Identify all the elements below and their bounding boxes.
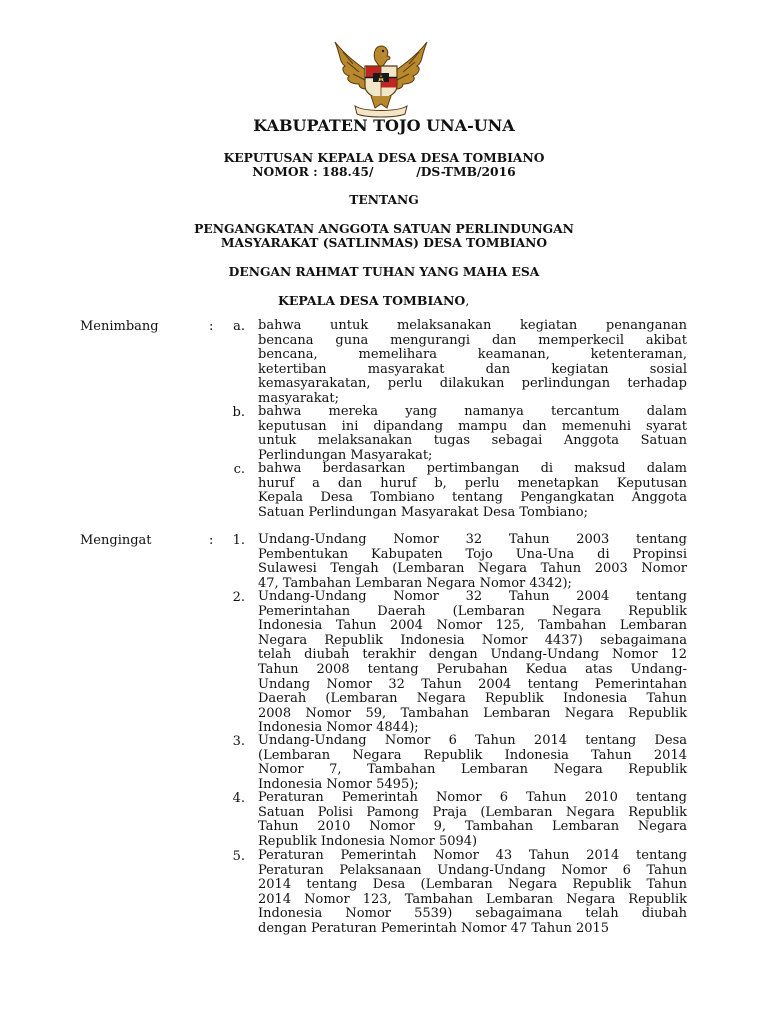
subject-line-2: MASYARAKAT (SATLINMAS) DESA TOMBIANO [220, 235, 548, 250]
mengingat-item-5 [258, 849, 687, 937]
text-line: bahwa mereka yang namanya tercantum dalam [258, 404, 687, 419]
text-line: Undang Nomor 32 Tahun 2004 tentang Pemerintahan [258, 676, 687, 692]
text-line: Undang-Undang Nomor 6 Tahun 2014 tentang Desa [258, 733, 687, 748]
text-line: Pemerintahan Daerah (Lembaran Negara Republik [258, 603, 687, 619]
text-line: ketertiban masyarakat dan kegiatan sosial [258, 361, 687, 377]
text-line: Peraturan Pemerintah Nomor 6 Tahun 2010 tentang [258, 790, 687, 805]
mengingat-item-2 [258, 590, 687, 736]
text-line: untuk melaksanakan tugas sebagai Anggota Satuan [258, 433, 687, 449]
mengingat-item-1 [258, 533, 687, 591]
text-line: Peraturan Pemerintah Nomor 43 Tahun 2014 tentang [258, 848, 687, 863]
text-line: Perlindungan Masyarakat; [258, 447, 433, 463]
text-line: Pembentukan Kabupaten Tojo Una-Una di Propinsi [258, 546, 687, 562]
decree-number: NOMOR : 188.45/ /DS-TMB/2016 [252, 164, 516, 179]
text-line: (Lembaran Negara Republik Indonesia Tahun 2014 [258, 747, 687, 763]
mengingat-marker-1: 1. [232, 533, 245, 548]
mengingat-item-4 [258, 791, 687, 849]
text-line: Undang-Undang Nomor 32 Tahun 2004 tentang [258, 589, 687, 604]
text-line: Indonesia Nomor 5539) sebagaimana telah diubah [258, 906, 687, 922]
mengingat-label: Mengingat [80, 533, 152, 548]
text-line: Nomor 7, Tambahan Lembaran Negara Republik [258, 762, 687, 778]
text-line: Indonesia Nomor 5495); [258, 776, 419, 792]
text-line: 2008 Nomor 59, Tambahan Lembaran Negara Republik [258, 705, 687, 721]
subject-line-1: PENGANGKATAN ANGGOTA SATUAN PERLINDUNGAN [194, 221, 574, 236]
menimbang-item-a [258, 319, 687, 407]
text-line: Republik Indonesia Nomor 5094) [258, 833, 478, 849]
text-line: bencana, memelihara keamanan, ketenteraman, [258, 347, 687, 363]
garuda-emblem-icon [329, 40, 433, 118]
regency-title: KABUPATEN TOJO UNA-UNA [253, 116, 515, 135]
text-line: dengan Peraturan Pemerintah Nomor 47 Tahun 2015 [258, 920, 610, 936]
mengingat-marker-3: 3. [232, 734, 245, 749]
menimbang-item-b [258, 405, 687, 463]
menimbang-marker-b: b. [232, 405, 245, 420]
invocation: DENGAN RAHMAT TUHAN YANG MAHA ESA [228, 264, 540, 279]
text-line: Undang-Undang Nomor 32 Tahun 2003 tentang [258, 532, 687, 547]
text-line: 2014 Nomor 123, Tambahan Lembaran Negara Republik [258, 891, 687, 907]
text-line: Negara Republik Indonesia Nomor 4437) sebagaimana [258, 632, 687, 648]
text-line: Peraturan Pelaksanaan Undang-Undang Nomor 6 Tahun [258, 862, 687, 878]
mengingat-colon: : [209, 533, 214, 548]
tentang-heading: TENTANG [349, 192, 419, 207]
text-line: bahwa untuk melaksanakan kegiatan penanganan [258, 318, 687, 333]
text-line: Kepala Desa Tombiano tentang Pengangkatan Anggota [258, 490, 687, 506]
mengingat-marker-4: 4. [232, 791, 245, 806]
text-line: keputusan ini dipandang mampu dan memenuhi syarat [258, 418, 687, 434]
text-line: Tahun 2008 tentang Perubahan Kedua atas Undang- [258, 661, 687, 677]
text-line: 47, Tambahan Lembaran Negara Nomor 4342); [258, 575, 572, 591]
menimbang-marker-a: a. [233, 319, 245, 334]
text-line: Indonesia Tahun 2004 Nomor 125, Tambahan Lembaran [258, 618, 687, 634]
text-line: Indonesia Nomor 4844); [258, 720, 419, 736]
decree-title: KEPUTUSAN KEPALA DESA DESA TOMBIANO [223, 150, 545, 165]
text-line: Sulawesi Tengah (Lembaran Negara Tahun 2003 Nomor [258, 561, 687, 577]
menimbang-marker-c: c. [233, 462, 245, 477]
text-line: Satuan Perlindungan Masyarakat Desa Tombiano; [258, 504, 588, 520]
official-title-text: KEPALA DESA TOMBIANO [278, 293, 466, 308]
official-title-punct: , [465, 293, 470, 308]
text-line: Daerah (Lembaran Negara Republik Indonesia Tahun [258, 691, 687, 707]
menimbang-item-c [258, 462, 687, 520]
menimbang-label: Menimbang [80, 319, 159, 334]
text-line: Satuan Polisi Pamong Praja (Lembaran Negara Republik [258, 804, 687, 820]
text-line: huruf a dan huruf b, perlu menetapkan Keputusan [258, 475, 687, 491]
text-line: bencana guna mengurangi dan memperkecil akibat [258, 332, 687, 348]
text-line: bahwa berdasarkan pertimbangan di maksud dalam [258, 461, 687, 476]
official-title [278, 293, 469, 308]
mengingat-marker-5: 5. [232, 849, 245, 864]
mengingat-item-3 [258, 734, 687, 792]
mengingat-marker-2: 2. [232, 590, 245, 605]
text-line: Tahun 2010 Nomor 9, Tambahan Lembaran Negara [258, 819, 687, 835]
text-line: 2014 tentang Desa (Lembaran Negara Republik Tahun [258, 877, 687, 893]
text-line: masyarakat; [258, 390, 340, 406]
menimbang-colon: : [209, 319, 214, 334]
text-line: kemasyarakatan, perlu dilakukan perlindungan terhadap [258, 376, 687, 392]
text-line: telah diubah terakhir dengan Undang-Undang Nomor 12 [258, 647, 687, 663]
